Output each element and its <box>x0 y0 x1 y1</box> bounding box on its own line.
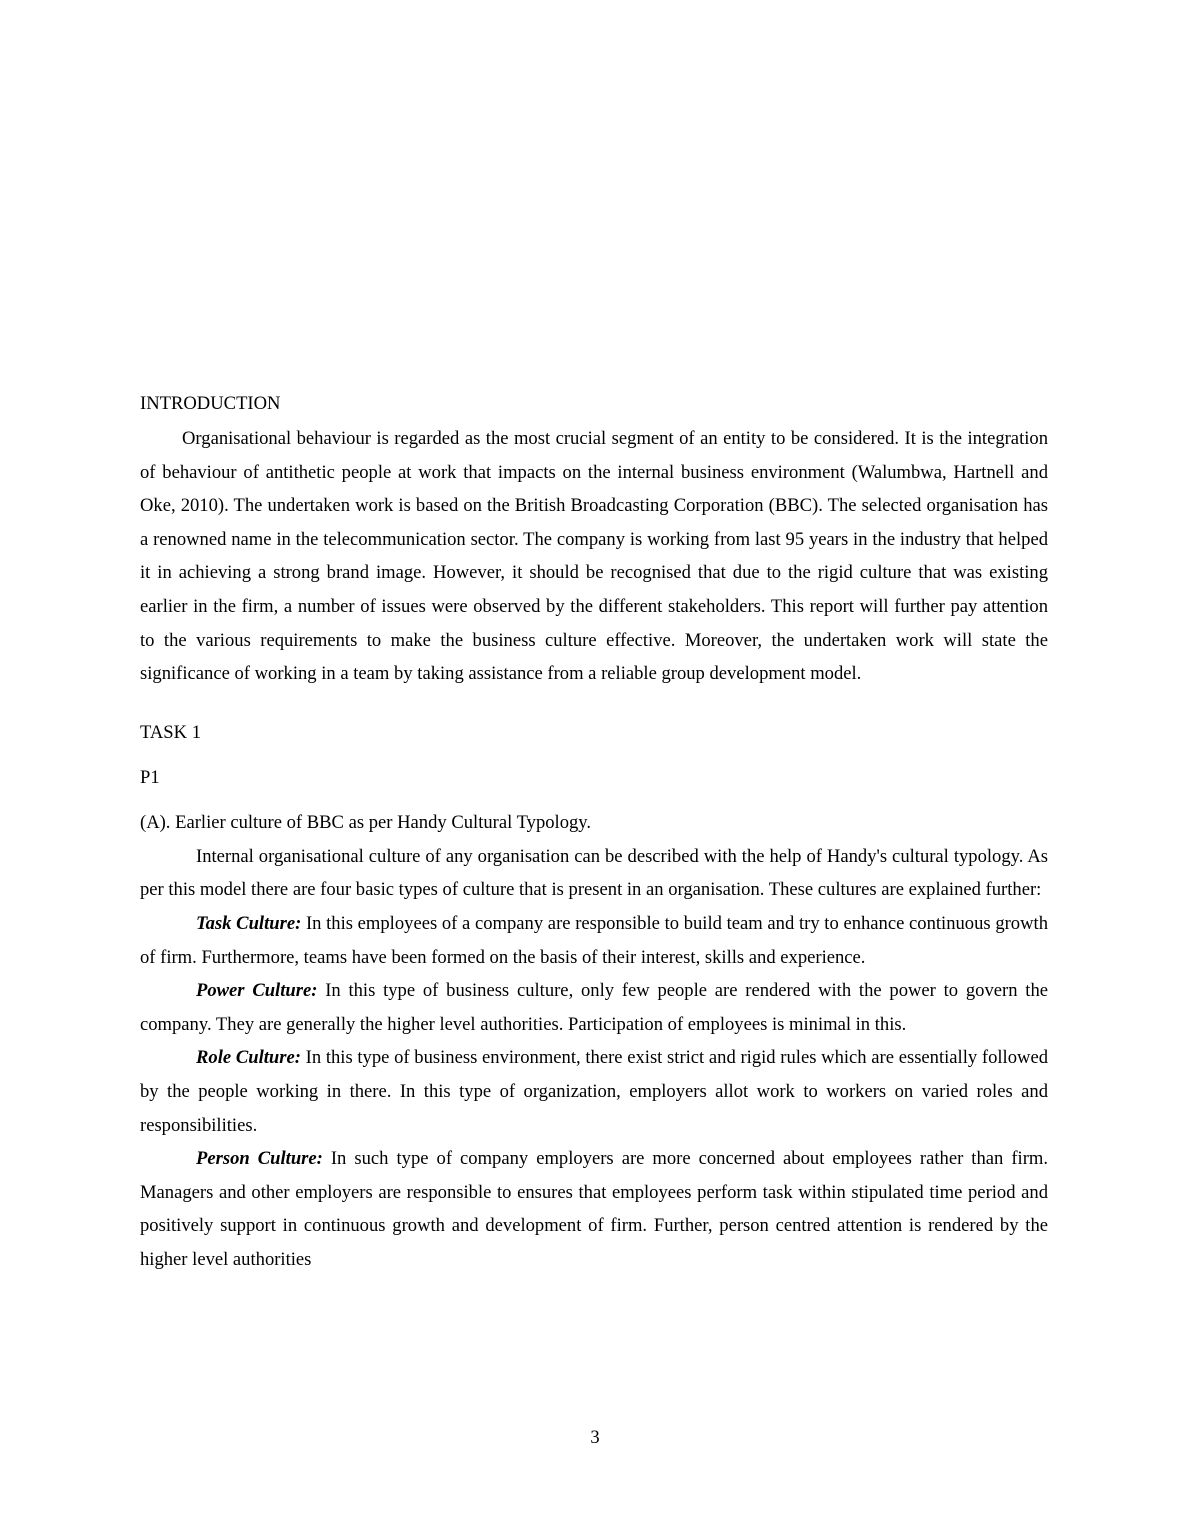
culture-paragraph-person <box>140 1142 1048 1276</box>
culture-paragraph-power <box>140 974 1048 1041</box>
culture-paragraph-role <box>140 1041 1048 1142</box>
task-subheading: P1 <box>140 766 160 788</box>
culture-text-role: In this type of business environment, there exist strict and rigid rules which are essentially followed by the people working in there. In this type of organization, employers allot work to workers on varied roles and responsibilities. <box>140 1047 1048 1136</box>
culture-intro-paragraph: Internal organisational culture of any organisation can be described with the help of Handy's cultural typology. As per this model there are four basic types of culture that is present in an organisation. These cultures are explained further: <box>140 845 1048 901</box>
section-title: (A). Earlier culture of BBC as per Handy Cultural Typology. <box>140 811 592 833</box>
culture-term-task: Task Culture: <box>196 912 302 934</box>
page-content <box>140 391 1048 1276</box>
introduction-paragraph: Organisational behaviour is regarded as the most crucial segment of an entity to be considered. It is the integration of behaviour of antithetic people at work that impacts on the internal business environment (Walumbwa, Hartnell and Oke, 2010). The undertaken work is based on the British Broadcasting Corporation (BBC). The selected organisation has a renowned name in the telecommunication sector. The company is working from last 95 years in the industry that helped it in achieving a strong brand image. However, it should be recognised that due to the rigid culture that was existing earlier in the firm, a number of issues were observed by the different stakeholders. This report will further pay attention to the various requirements to make the business culture effective. Moreover, the undertaken work will state the significance of working in a team by taking assistance from a reliable group development model. <box>140 428 1048 685</box>
page-number: 3 <box>590 1427 600 1448</box>
culture-paragraph-task <box>140 907 1048 974</box>
culture-term-power: Power Culture: <box>196 980 318 1002</box>
culture-text-power: In this type of business culture, only few people are rendered with the power to govern the company. They are generally the higher level authorities. Participation of employees is minimal in this. <box>140 980 1048 1035</box>
culture-text-task: In this employees of a company are responsible to build team and try to enhance continuous growth of firm. Furthermore, teams have been formed on the basis of their interest, skills and experience. <box>140 912 1048 968</box>
culture-term-person: Person Culture: <box>196 1148 323 1170</box>
culture-term-role: Role Culture: <box>196 1047 301 1069</box>
introduction-heading: INTRODUCTION <box>140 393 281 414</box>
task-heading: TASK 1 <box>140 721 202 743</box>
culture-text-person: In such type of company employers are more concerned about employees rather than firm. Managers and other employers are responsible to ensures that employees perform task within stipulated time period and positively support in continuous growth and development of firm. Further, person centred attention is rendered by the higher level authorities <box>140 1148 1048 1270</box>
